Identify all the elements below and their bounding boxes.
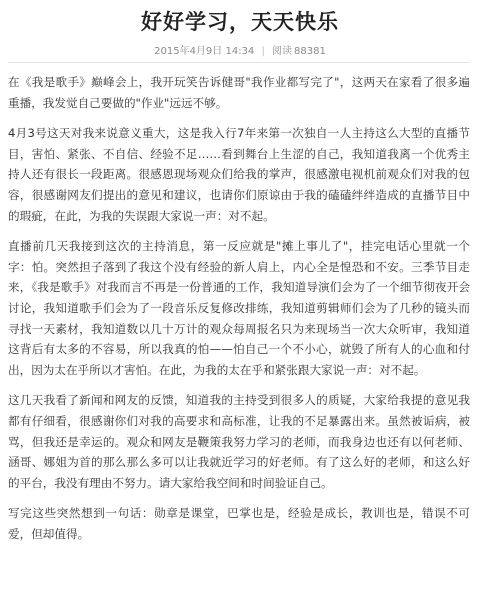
paragraph: 在《我是歌手》巅峰会上，我开玩笑告诉健哥"我作业都写完了"，这两天在家看了很多遍重播，我发觉自己要做的"作业"远远不够。 — [8, 75, 470, 110]
paragraph: 4月3号这天对我来说意义重大，这是我入行7年来第一次独自一人主持这么大型的直播节目，害怕、紧张、不自信、经验不足……看到舞台上生涩的自己，我知道我离一个优秀主持人还有很长一段距离。很感恩现场观众们给我的掌声，很感激电视机前观众们对我的包容，很感谢网友们提出的意见和建议，也请你们原谅由于我的磕磕绊绊造成的直播节目中的瑕疵，在此，为我的失误跟大家说一声：对不起。 — [8, 126, 470, 223]
paragraph: 直播前几天我接到这次的主持消息，第一反应就是"摊上事儿了"，挂完电话心里就一个字：怕。突然担子落到了我这个没有经验的新人肩上，内心全是惶恐和不安。三季节目走来，《我是歌手》对我而言不再是一份普通的工作，我知道导演们会为了一个细节彻夜开会讨论，我知道歌手们会为了一段音乐反复修改排练，我知道剪辑师们会为了几秒的镜头而寻找一天素材，我知道数以几十万计的观众每周报名只为来现场当一次大众听审，我知道这背后有太多的不容易，所以我真的怕——怕自己一个不小心，就毁了所有人的心血和付出，因为太在乎所以才害怕。在此，为我的太在乎和紧张跟大家说一声：对不起。 — [8, 239, 470, 377]
views-count: 88381 — [294, 46, 326, 57]
article-title: 好好学习，天天快乐 — [141, 10, 339, 34]
article-body — [8, 72, 470, 554]
paragraph: 写完这些突然想到一句话：勋章是课堂，巴掌也是，经验是成长，教训也是，错误不可爱，但却值得。 — [8, 506, 470, 541]
meta-separator: | — [261, 46, 265, 57]
views-label: 阅读 — [272, 46, 293, 57]
paragraph: 这几天我看了新闻和网友的反馈，知道我的主持受到很多人的质疑，大家给我提的意见我都有仔细看，很感谢你们对我的高要求和高标准，让我的不足暴露出来。虽然被诟病，被骂，但我还是幸运的。观众和网友是鞭策我努力学习的老师，而我身边也还有以何老师、涵哥、娜姐为首的那么那么多可以让我就近学习的好老师。有了这么好的老师，和这么好的平台，我没有理由不努力。请大家给我空间和时间验证自己。 — [8, 393, 470, 490]
publish-date: 2015年4月9日 14:34 — [154, 46, 255, 57]
article-meta — [0, 42, 480, 57]
title-divider — [8, 62, 470, 63]
